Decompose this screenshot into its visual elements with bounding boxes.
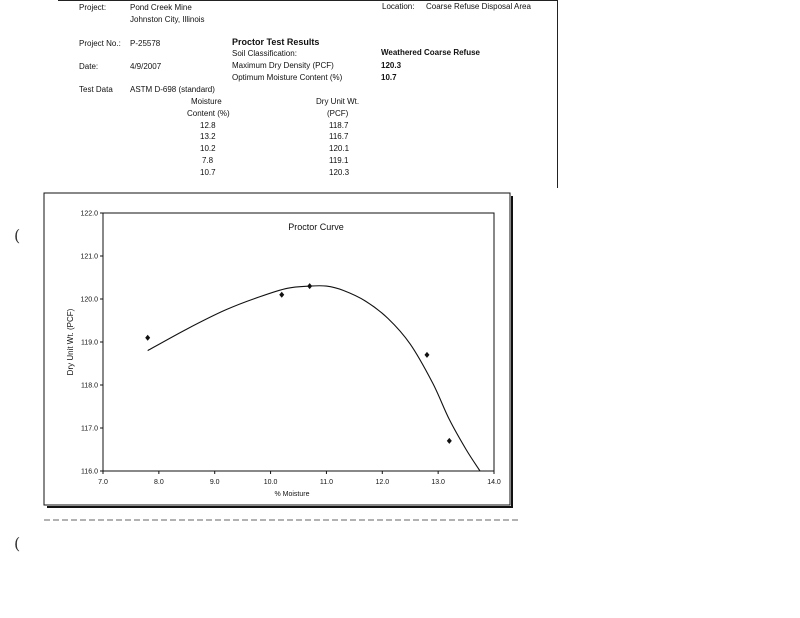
moisture-header-line1: Moisture xyxy=(191,97,222,106)
x-tick-label: 13.0 xyxy=(431,479,445,486)
x-tick-label: 10.0 xyxy=(263,479,278,486)
moisture-cell: 12.8 xyxy=(200,121,216,130)
project-city: Johnston City, Illinois xyxy=(130,15,205,24)
moisture-cell: 10.7 xyxy=(200,168,216,177)
x-tick-label: 7.0 xyxy=(98,479,108,486)
fitted-curve-line xyxy=(148,286,480,471)
data-point xyxy=(307,283,312,289)
mdd-value: 120.3 xyxy=(381,61,402,70)
x-tick-label: 12.0 xyxy=(375,479,390,486)
y-tick-label: 117.0 xyxy=(81,425,98,433)
x-axis-label: % Moisture xyxy=(274,491,310,498)
omc-value: 10.7 xyxy=(381,73,397,82)
y-axis-label: Dry Unit Wt. (PCF) xyxy=(66,308,75,376)
data-points xyxy=(145,283,452,444)
moisture-cell: 10.2 xyxy=(200,144,216,153)
soil-value: Weathered Coarse Refuse xyxy=(381,48,480,57)
density-cell: 120.1 xyxy=(329,144,350,153)
moisture-header-line2: Content (%) xyxy=(187,109,230,118)
data-point xyxy=(279,292,284,298)
location-value: Coarse Refuse Disposal Area xyxy=(426,2,531,11)
project-label: Project: xyxy=(79,3,107,12)
hole-punch-mark-top: ( xyxy=(14,226,21,245)
project-no-label: Project No.: xyxy=(79,39,121,48)
y-tick-label: 120.0 xyxy=(80,296,98,304)
y-axis-ticks xyxy=(80,211,103,476)
test-data-value: ASTM D-698 (standard) xyxy=(130,85,215,94)
y-tick-label: 118.0 xyxy=(81,382,98,390)
x-tick-label: 14.0 xyxy=(487,479,501,486)
moisture-cell: 7.8 xyxy=(202,156,214,165)
chart-outer-frame xyxy=(44,193,510,505)
x-tick-label: 11.0 xyxy=(319,479,333,486)
data-point xyxy=(145,335,150,341)
density-header-line2: (PCF) xyxy=(327,109,349,118)
density-header-line1: Dry Unit Wt. xyxy=(316,97,360,106)
soil-label: Soil Classification: xyxy=(232,49,297,58)
data-point xyxy=(424,352,429,358)
y-tick-label: 121.0 xyxy=(80,253,98,261)
moisture-cell: 13.2 xyxy=(200,132,216,141)
hole-punch-mark-bottom: ( xyxy=(14,534,21,553)
y-tick-label: 116.0 xyxy=(81,468,98,476)
chart-title: Proctor Curve xyxy=(288,222,344,232)
project-no-value: P-25578 xyxy=(130,39,161,48)
density-cell: 118.7 xyxy=(329,121,349,130)
date-value: 4/9/2007 xyxy=(130,62,162,71)
plot-area-frame xyxy=(103,213,494,471)
omc-label: Optimum Moisture Content (%) xyxy=(232,73,343,82)
location-label: Location: xyxy=(382,2,415,11)
project-value: Pond Creek Mine xyxy=(130,3,192,12)
mdd-label: Maximum Dry Density (PCF) xyxy=(232,61,334,70)
y-tick-label: 122.0 xyxy=(80,210,98,218)
data-point xyxy=(447,438,452,444)
test-data-label: Test Data xyxy=(79,85,113,94)
y-tick-label: 119.0 xyxy=(81,339,98,347)
results-title: Proctor Test Results xyxy=(232,37,320,47)
date-label: Date: xyxy=(79,62,99,71)
x-tick-label: 9.0 xyxy=(209,479,220,486)
density-cell: 120.3 xyxy=(329,168,350,177)
x-axis-ticks xyxy=(98,471,501,486)
density-cell: 119.1 xyxy=(329,156,349,165)
x-tick-label: 8.0 xyxy=(153,479,164,486)
density-cell: 116.7 xyxy=(329,132,349,141)
